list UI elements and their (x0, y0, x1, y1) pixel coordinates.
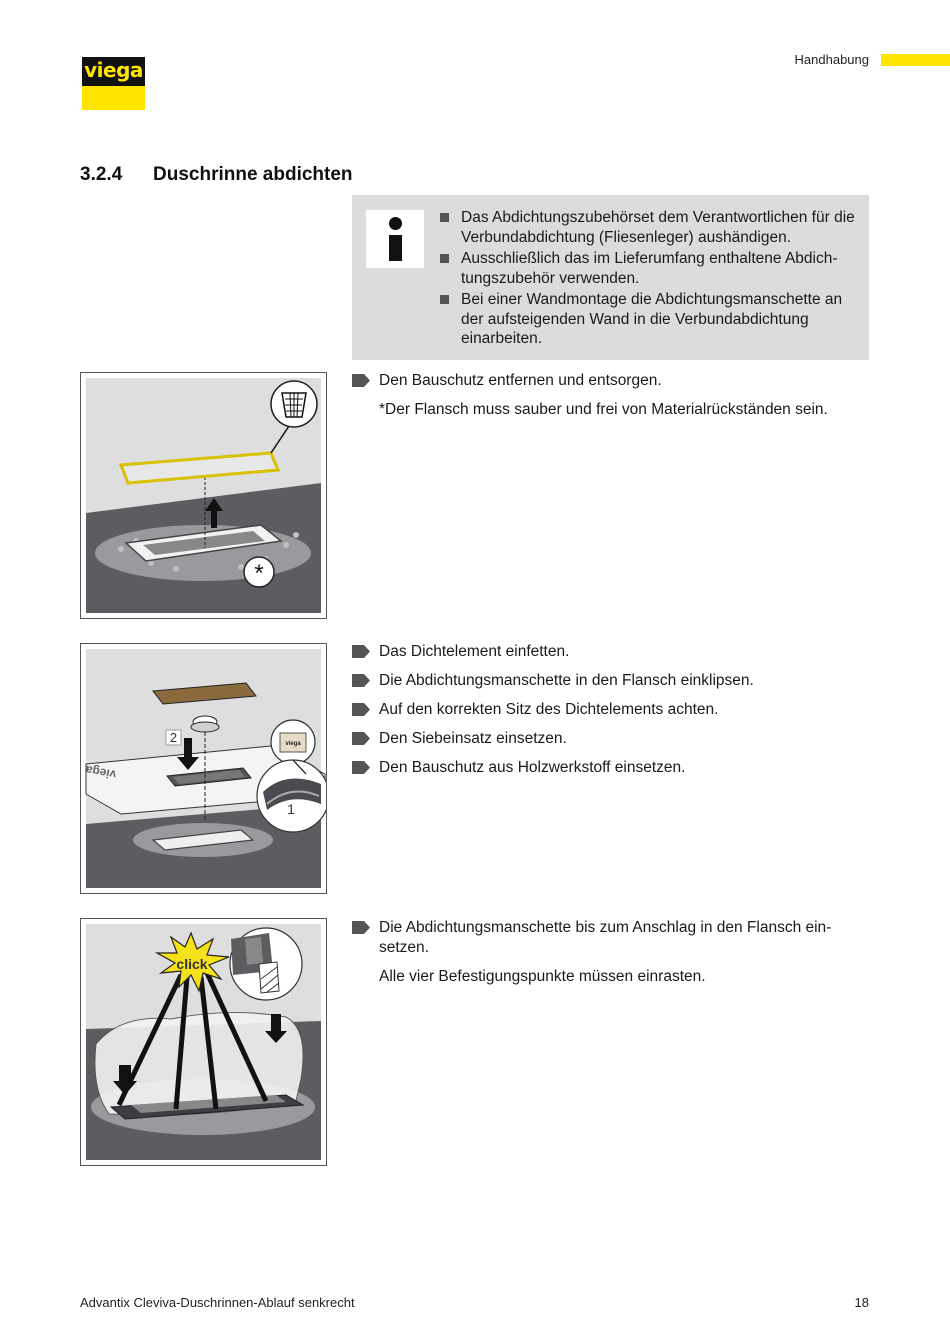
header-accent-bar (881, 54, 950, 66)
figure-insert-sleeve (80, 918, 327, 1166)
figure-remove-protection (80, 372, 327, 619)
step-block-1 (352, 371, 872, 429)
step-item: Den Bauschutz entfernen und entsorgen. (352, 371, 872, 391)
step-item: Die Abdichtungsmanschette in den Flansch einklipsen. (352, 671, 872, 691)
section-title-text: Duschrinne abdichten (153, 164, 353, 185)
step-item: Den Siebeinsatz einsetzen. (352, 729, 872, 749)
page-number: 18 (854, 1295, 869, 1310)
info-item: Das Abdichtungszubehörset dem Verantwortlichen für die Verbundabdichtung (Fliesenleger) aushändigen. (439, 208, 859, 247)
step-block-2 (352, 642, 872, 787)
click-label: click (176, 956, 208, 972)
step-item: Die Abdichtungsmanschette bis zum Anschlag in den Flansch einsetzen. (352, 918, 872, 957)
step-item: Das Dichtelement einfetten. (352, 642, 872, 662)
info-list (439, 208, 859, 351)
figure-clip-seal (80, 643, 327, 894)
step-item: Auf den korrekten Sitz des Dichtelements achten. (352, 700, 872, 720)
info-item: Bei einer Wandmontage die Abdichtungsmanschette an der aufsteigenden Wand in die Verbundabdichtung einarbeiten. (439, 290, 859, 349)
section-number: 3.2.4 (80, 164, 123, 185)
step-item: Den Bauschutz aus Holzwerkstoff einsetzen. (352, 758, 872, 778)
step-block-3 (352, 918, 872, 995)
header-section-label: Handhabung (794, 52, 869, 67)
figure-label-1: 1 (287, 801, 295, 817)
logo-text: viega (84, 58, 143, 82)
info-box (352, 195, 869, 360)
info-icon (366, 210, 424, 268)
svg-text:viega: viega (84, 762, 118, 782)
footer-product: Advantix Cleviva-Duschrinnen-Ablauf senkrecht (80, 1295, 355, 1310)
info-item: Ausschließlich das im Lieferumfang enthaltene Abdichtungszubehör verwenden. (439, 249, 859, 288)
note-text: Alle vier Befestigungspunkte müssen einrasten. (379, 967, 706, 985)
section-title (80, 164, 353, 186)
figure-marker: * (254, 560, 264, 587)
viega-logo (82, 57, 145, 110)
figure-label-2: 2 (169, 730, 178, 745)
note-text: *Der Flansch muss sauber und frei von Materialrückständen sein. (379, 401, 828, 418)
product-label: viega (285, 741, 301, 747)
